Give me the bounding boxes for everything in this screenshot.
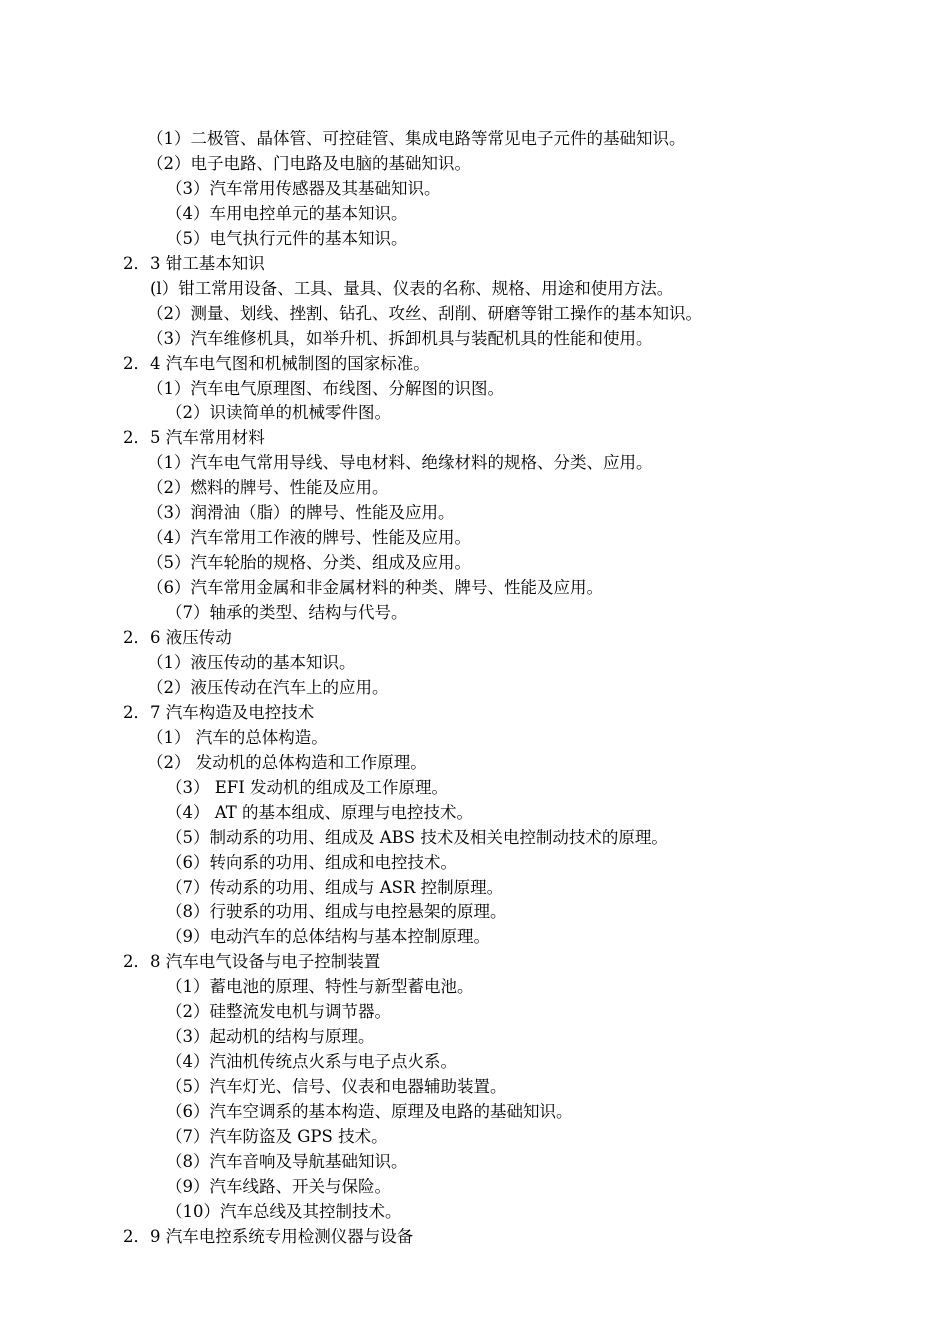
list-item: （7）轴承的类型、结构与代号。 (166, 603, 408, 623)
list-item: （1）蓄电池的原理、特性与新型蓄电池。 (166, 977, 474, 997)
list-item: （2）硅整流发电机与调节器。 (166, 1002, 391, 1022)
list-item: （4）汽油机传统点火系与电子点火系。 (166, 1052, 457, 1072)
list-item: （2） 发动机的总体构造和工作原理。 (147, 752, 427, 772)
list-item: （1） 汽车的总体构造。 (147, 727, 328, 747)
list-item: （3） EFI 发动机的组成及工作原理。 (166, 777, 448, 797)
section-heading: 2．3 钳工基本知识 (123, 253, 265, 273)
list-item: （2）识读简单的机械零件图。 (166, 403, 391, 423)
list-item: （6）转向系的功用、组成和电控技术。 (166, 852, 457, 872)
list-item: （2）测量、划线、挫割、钻孔、攻丝、刮削、研磨等钳工操作的基本知识。 (147, 303, 702, 323)
list-item: （4） AT 的基本组成、原理与电控技术。 (166, 802, 474, 822)
list-item: （1）液压传动的基本知识。 (147, 652, 356, 672)
list-item: （10）汽车总线及其控制技术。 (166, 1201, 402, 1221)
list-item: （5）汽车轮胎的规格、分类、组成及应用。 (147, 553, 471, 573)
section-heading: 2．6 液压传动 (123, 628, 232, 647)
list-item: （2）电子电路、门电路及电脑的基础知识。 (147, 153, 471, 173)
list-item: （7）传动系的功用、组成与 ASR 控制原理。 (166, 877, 504, 897)
list-item: （3）润滑油（脂）的牌号、性能及应用。 (147, 503, 455, 523)
list-item: （5）汽车灯光、信号、仪表和电器辅助装置。 (166, 1077, 507, 1097)
list-item: （1）汽车电气原理图、布线图、分解图的识图。 (147, 378, 504, 398)
section-heading: 2．8 汽车电气设备与电子控制装置 (123, 952, 381, 972)
list-item: （3）汽车常用传感器及其基础知识。 (166, 178, 441, 198)
section-heading: 2．5 汽车常用材料 (123, 428, 265, 448)
list-item: （4）汽车常用工作液的牌号、性能及应用。 (147, 528, 471, 548)
list-item: （5）制动系的功用、组成及 ABS 技术及相关电控制动技术的原理。 (166, 827, 668, 847)
list-item: （3）汽车维修机具，如举升机、拆卸机具与装配机具的性能和使用。 (147, 328, 653, 348)
list-item: （1）二极管、晶体管、可控硅管、集成电路等常见电子元件的基础知识。 (147, 129, 686, 148)
list-item: （2）液压传动在汽车上的应用。 (147, 677, 389, 697)
section-heading: 2．7 汽车构造及电控技术 (123, 702, 315, 722)
list-item: （5）电气执行元件的基本知识。 (166, 228, 408, 248)
list-item: （9）汽车线路、开关与保险。 (166, 1176, 391, 1196)
section-heading: 2．4 汽车电气图和机械制图的国家标准。 (123, 353, 430, 373)
list-item: （6）汽车空调系的基本构造、原理及电路的基础知识。 (166, 1102, 573, 1122)
list-item: （1）汽车电气常用导线、导电材料、绝缘材料的规格、分类、应用。 (147, 453, 653, 473)
list-item: （7）汽车防盗及 GPS 技术。 (166, 1127, 388, 1146)
list-item: （9）电动汽车的总体结构与基本控制原理。 (166, 927, 490, 947)
list-item: （6）汽车常用金属和非金属材料的种类、牌号、性能及应用。 (147, 578, 603, 598)
list-item: （8）汽车音响及导航基础知识。 (166, 1151, 408, 1171)
list-item: (l）钳工常用设备、工具、量具、仪表的名称、规格、用途和使用方法。 (150, 278, 674, 298)
list-item: （2）燃料的牌号、性能及应用。 (147, 478, 389, 498)
list-item: （3）起动机的结构与原理。 (166, 1027, 375, 1047)
section-heading: 2．9 汽车电控系统专用检测仪器与设备 (123, 1226, 414, 1246)
list-item: （4）车用电控单元的基本知识。 (166, 203, 408, 223)
list-item: （8）行驶系的功用、组成与电控悬架的原理。 (166, 902, 507, 922)
